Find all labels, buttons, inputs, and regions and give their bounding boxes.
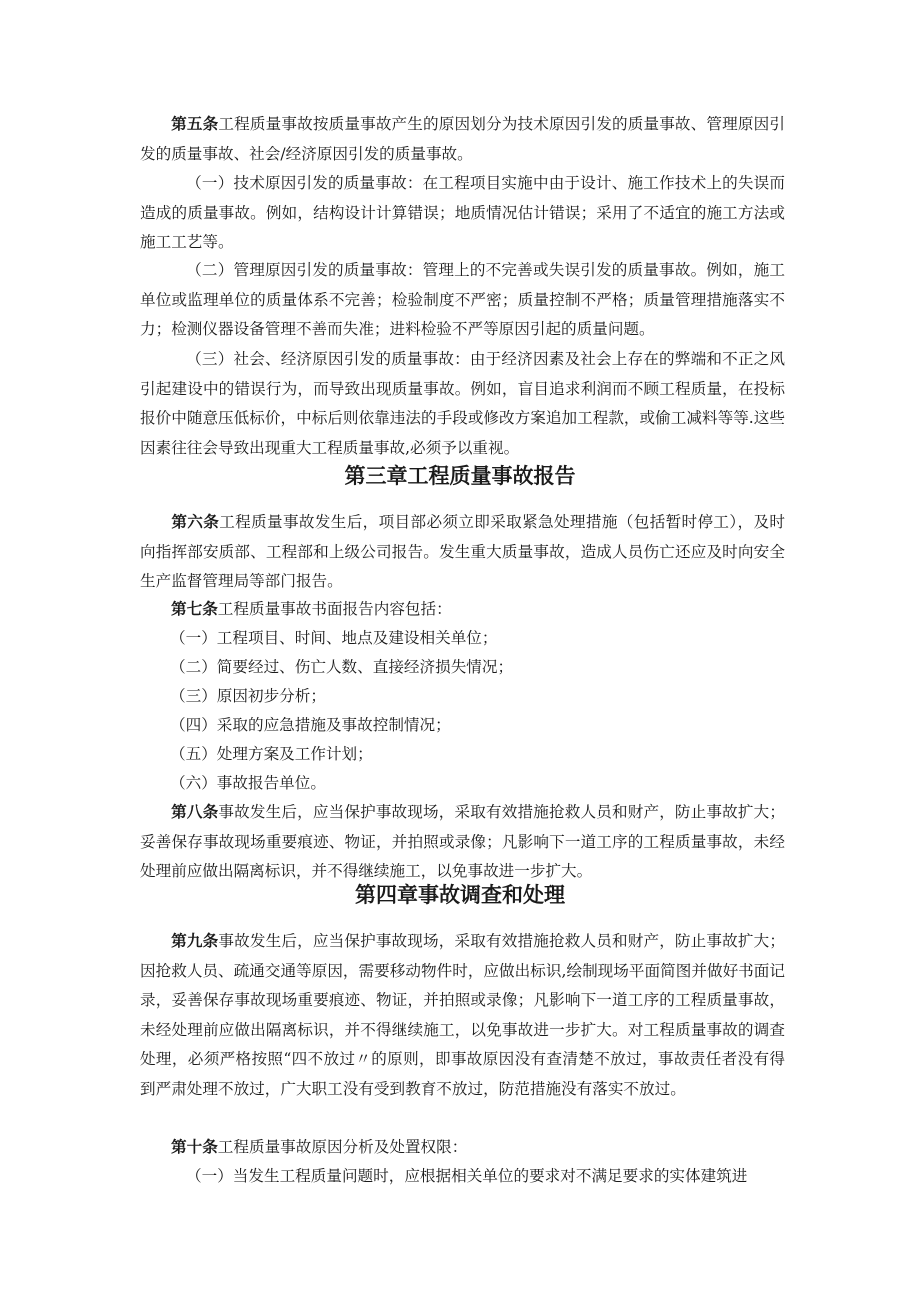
article-10-item-1: （一）当发生工程质量问题时，应根据相关单位的要求对不满足要求的实体建筑进 xyxy=(186,1167,748,1185)
article-label: 第七条 xyxy=(171,600,218,618)
article-9 xyxy=(140,927,785,1104)
article-text: 工程质量事故按质量事故产生的原因划分为技术原因引发的质量事故、管理原因引发的质量事故、社会/经济原因引发的质量事故。 xyxy=(140,115,785,163)
list-item: （六）事故报告单位。 xyxy=(170,774,326,792)
list-item: （四）采取的应急措施及事故控制情况； xyxy=(170,716,451,734)
list-item: （一）工程项目、时间、地点及建设相关单位； xyxy=(170,629,498,647)
article-label: 第八条 xyxy=(171,803,219,821)
article-5-item-1: （一）技术原因引发的质量事故：在工程项目实施中由于设计、施工作技术上的失误而造成的质量事故。例如，结构设计计算错误；地质情况估计错误；采用了不适宜的施工方法或施工工艺等。 xyxy=(140,174,785,251)
article-6 xyxy=(140,508,785,597)
chapter-heading: 第四章事故调查和处理 xyxy=(355,883,565,907)
article-text: 工程质量事故原因分析及处置权限： xyxy=(217,1138,468,1156)
article-7 xyxy=(140,595,785,625)
list-item: （三）原因初步分析； xyxy=(170,687,326,705)
article-text: 工程质量事故书面报告内容包括： xyxy=(217,600,452,618)
article-5-item-3: （三）社会、经济原因引发的质量事故：由于经济因素及社会上存在的弊端和不正之风引起建设中的错误行为，而导致出现质量事故。例如，盲目追求利润而不顾工程质量，在投标报价中随意压低标价，中标后则依靠违法的手段或修改方案追加工程款，或偷工减料等等.这些因素往往会导致出现重大工程质量事故,必须予以重视。 xyxy=(140,350,785,457)
list-item: （二）简要经过、伤亡人数、直接经济损失情况； xyxy=(170,658,514,676)
article-label: 第十条 xyxy=(171,1138,218,1156)
article-5 xyxy=(140,110,785,169)
article-label: 第九条 xyxy=(171,932,219,950)
list-item: （五）处理方案及工作计划； xyxy=(170,745,373,763)
article-10 xyxy=(140,1133,785,1163)
chapter-heading: 第三章工程质量事故报告 xyxy=(344,464,576,488)
article-text: 事故发生后，应当保护事故现场，采取有效措施抢救人员和财产，防止事故扩大；因抢救人员、疏通交通等原因，需要移动物件时，应做出标识,绘制现场平面简图并做好书面记录，妥善保存事故现场重要痕迹、物证，并拍照或录像；凡影响下一道工序的工程质量事故，未经处理前应做出隔离标识，并不得继续施工，以免事故进一步扩大。对工程质量事故的调查处理，必须严格按照“四不放过〃的原则，即事故原因没有查清楚不放过，事故责任者没有得到严肃处理不放过，广大职工没有受到教育不放过，防范措施没有落实不放过。 xyxy=(140,932,785,1098)
article-label: 第五条 xyxy=(171,115,219,133)
article-text: 事故发生后，应当保护事故现场，采取有效措施抢救人员和财产，防止事故扩大；妥善保存事故现场重要痕迹、物证，并拍照或录像；凡影响下一道工序的工程质量事故，未经处理前应做出隔离标识，并不得继续施工，以免事故进一步扩大。 xyxy=(140,803,785,880)
article-text: 工程质量事故发生后，项目部必须立即采取紧急处理措施（包括暂时停工），及时向指挥部安质部、工程部和上级公司报告。发生重大质量事故，造成人员伤亡还应及时向安全生产监督管理局等部门报告。 xyxy=(140,513,785,590)
article-8 xyxy=(140,798,785,887)
article-label: 第六条 xyxy=(171,513,220,531)
article-5-item-2: （二）管理原因引发的质量事故：管理上的不完善或失误引发的质量事故。例如，施工单位或监理单位的质量体系不完善；检验制度不严密；质量控制不严格；质量管理措施落实不力；检测仪器设备管理不善而失准；进料检验不严等原因引起的质量问题。 xyxy=(140,261,785,338)
